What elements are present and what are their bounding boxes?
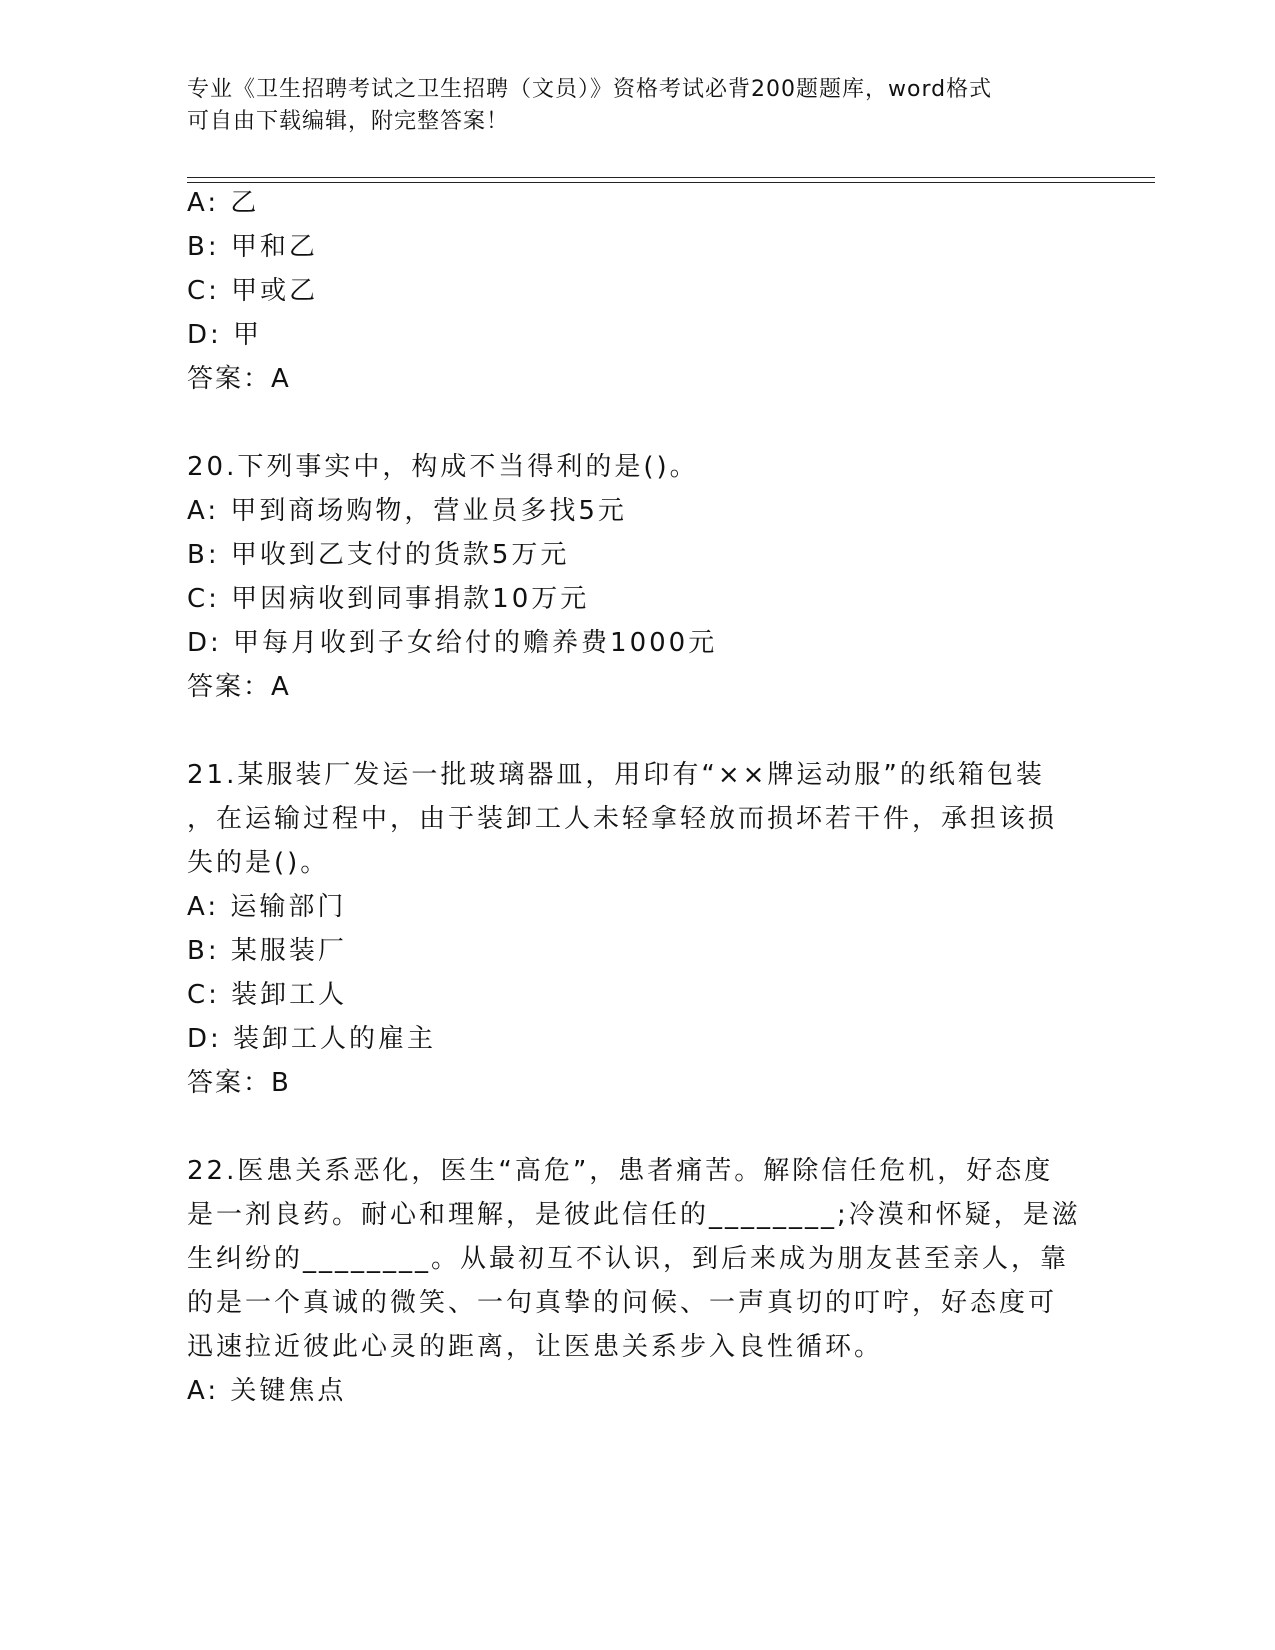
q22-stem-line-1: 22.医患关系恶化，医生“高危”，患者痛苦。解除信任危机，好态度: [187, 1156, 1054, 1186]
q19-option-d: D: 甲: [187, 320, 263, 350]
q22-option-a: A: 关键焦点: [187, 1376, 347, 1406]
header-line-1: 专业《卫生招聘考试之卫生招聘（文员）》资格考试必背200题题库，word格式: [187, 77, 993, 102]
q19-answer: 答案：A: [187, 364, 291, 394]
q19-option-c: C: 甲或乙: [187, 276, 319, 306]
q21-answer: 答案：B: [187, 1068, 291, 1098]
document-header: [187, 74, 1067, 138]
q22-stem-line-5: 迅速拉近彼此心灵的距离，让医患关系步入良性循环。: [187, 1332, 884, 1362]
q21-stem-line-1: 21.某服装厂发运一批玻璃器皿，用印有“××牌运动服”的纸箱包装: [187, 760, 1045, 790]
header-line-2: 可自由下载编辑，附完整答案！: [187, 109, 510, 134]
header-rule-top: [187, 177, 1155, 178]
q20-option-a: A: 甲到商场购物，营业员多找5元: [187, 496, 627, 526]
q21-option-d: D: 装卸工人的雇主: [187, 1024, 437, 1054]
q20-stem-line-1: 20.下列事实中，构成不当得利的是()。: [187, 452, 699, 482]
q20-option-b: B: 甲收到乙支付的货款5万元: [187, 540, 570, 570]
q22-stem-line-3: 生纠纷的________。从最初互不认识，到后来成为朋友甚至亲人，靠: [187, 1244, 1070, 1274]
q19-option-b: B: 甲和乙: [187, 232, 318, 262]
q20-answer: 答案：A: [187, 672, 291, 702]
q21-option-b: B: 某服装厂: [187, 936, 347, 966]
q20-option-d: D: 甲每月收到子女给付的赡养费1000元: [187, 628, 718, 658]
q19-option-a: A: 乙: [187, 188, 260, 218]
q22-stem-line-4: 的是一个真诚的微笑、一句真挚的问候、一声真切的叮咛，好态度可: [187, 1288, 1058, 1318]
q21-option-a: A: 运输部门: [187, 892, 347, 922]
header-rule-bottom: [187, 182, 1155, 183]
q22-stem-line-2: 是一剂良药。耐心和理解，是彼此信任的________;冷漠和怀疑，是滋: [187, 1200, 1081, 1230]
q21-stem-line-3: 失的是()。: [187, 848, 330, 878]
q21-option-c: C: 装卸工人: [187, 980, 348, 1010]
q20-option-c: C: 甲因病收到同事捐款10万元: [187, 584, 590, 614]
q21-stem-line-2: ，在运输过程中，由于装卸工人未轻拿轻放而损坏若干件，承担该损: [187, 804, 1058, 834]
